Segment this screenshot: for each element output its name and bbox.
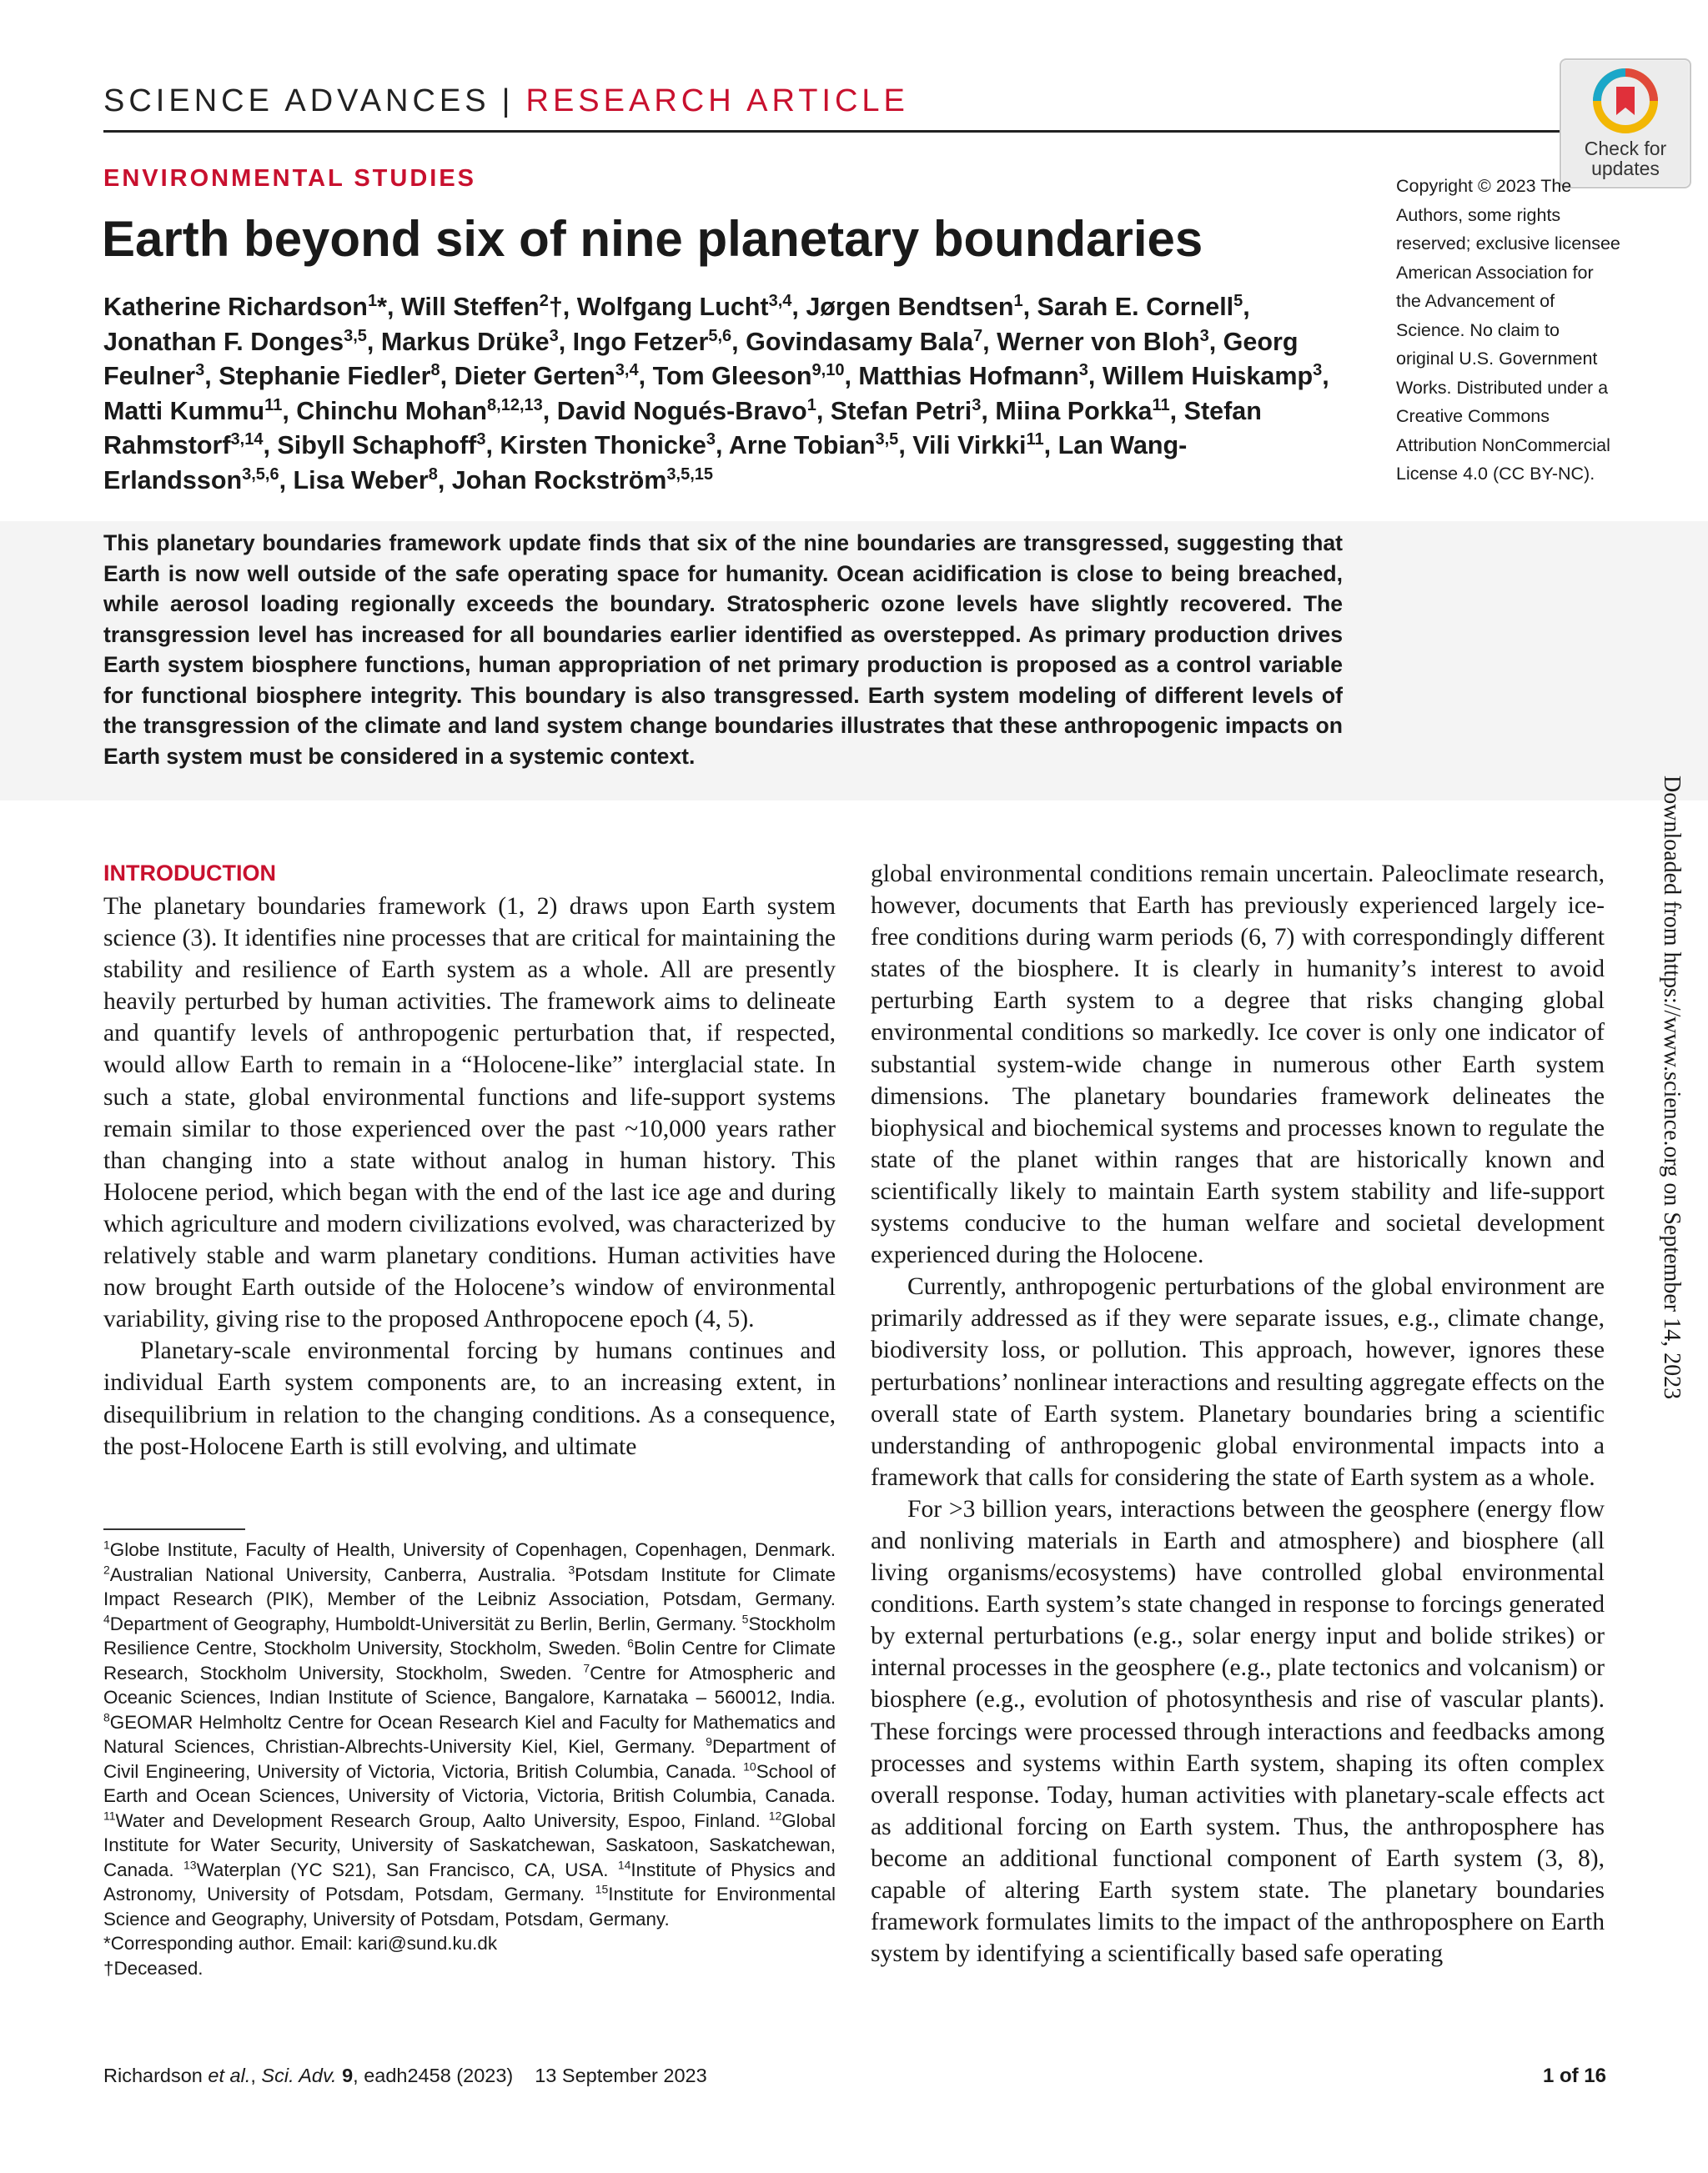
affiliation-text: Bolin Centre for Climate Research, Stockholm University, Stockholm, Sweden. [103, 1638, 836, 1684]
author-name: Dieter Gerten [454, 362, 615, 390]
affiliation-number: 1 [103, 1538, 110, 1552]
author-affiliation-ref: 1 [1013, 291, 1023, 310]
author [653, 362, 845, 390]
author-name: Govindasamy Bala [746, 327, 974, 356]
author [831, 397, 982, 425]
author-affiliation-ref: 9,10 [811, 360, 845, 379]
page-number: 1 of 16 [1542, 2065, 1606, 2087]
affiliation-list [103, 1538, 836, 1931]
author-name: Ingo Fetzer [572, 327, 709, 356]
journal-banner [103, 83, 909, 119]
author-affiliation-ref: 3 [476, 429, 486, 449]
author-name: Georg Feulner [103, 327, 1299, 390]
affiliation [103, 1539, 836, 1560]
affiliation-number: 9 [706, 1734, 712, 1749]
author [557, 397, 816, 425]
footer-article-id: , eadh2458 (2023) [353, 2065, 514, 2086]
author-name: Kirsten Thonicke [500, 431, 706, 459]
journal-name: SCIENCE ADVANCES [103, 83, 490, 118]
author [1037, 293, 1243, 321]
author-mark: * [377, 293, 387, 321]
author-affiliation-ref: 3 [195, 360, 205, 379]
affiliation-number: 5 [741, 1612, 749, 1626]
author [858, 362, 1088, 390]
journal-header [103, 80, 1561, 133]
author-name: Lisa Weber [293, 465, 429, 494]
affiliation-text: Potsdam Institute for Climate Impact Research (PIK), Member of the Leibniz Association, Potsdam, Germany. [103, 1563, 836, 1609]
author-name: Stefan Rahmstorf [103, 396, 1262, 459]
affiliation-text: Department of Geography, Humboldt-Universität zu Berlin, Berlin, Germany. [109, 1613, 737, 1634]
author-affiliation-ref: 11 [1026, 429, 1044, 449]
author-affiliation-ref: 5 [1233, 291, 1243, 310]
author-name: Werner von Bloh [997, 327, 1200, 356]
affiliation-number: 13 [183, 1858, 197, 1872]
affiliation-text: Centre for Atmospheric and Oceanic Sciences, Indian Institute of Science, Bangalore, Karnataka – 560012, India. [103, 1662, 836, 1708]
author-affiliation-ref: 3,5,15 [666, 464, 714, 484]
footer-date: 13 September 2023 [535, 2065, 707, 2086]
footer-citation: Richardson et al., Sci. Adv. 9, eadh2458 (2023) 13 September 2023 [103, 2065, 707, 2086]
author [912, 431, 1043, 459]
body-paragraph: The planetary boundaries framework (1, 2) draws upon Earth system science (3). It identifies nine processes that are critical for maintaining the stability and resilience of Earth system as a whole. All are presently heavily perturbed by human activities. The framework aims to delineate and quantify levels of anthropogenic perturbation that, if respected, would allow Earth to remain in a “Holocene-like” interglacial state. In such a state, global environmental functions and life-support systems remain similar to those experienced over the past ~10,000 years rather than changing into a state without analog in human history. This Holocene period, which began with the end of the last ice age and during which agriculture and modern civilizations evolved, was characterized by relatively stable and warm planetary conditions. Human activities have now brought Earth outside of the Holocene’s window of environmental variability, giving rise to the proposed Anthropocene epoch (4, 5). [103, 893, 836, 1333]
author [806, 293, 1022, 321]
article-type: RESEARCH ARTICLE [525, 83, 909, 118]
author [577, 293, 792, 321]
author [729, 431, 898, 459]
corresponding-author: *Corresponding author. Email: kari@sund.ku.dk [103, 1933, 498, 1954]
author-affiliation-ref: 3,5 [344, 326, 367, 345]
author-affiliation-ref: 8 [428, 464, 438, 484]
author-affiliation-ref: 3,5,6 [242, 464, 279, 484]
author-name: Sarah E. Cornell [1037, 293, 1234, 321]
author-name: Sibyll Schaphoff [277, 431, 477, 459]
download-note-text: Downloaded from https://www.science.org on September 14, 2023 [1659, 775, 1685, 1400]
author [294, 466, 438, 494]
author-affiliation-ref: 8,12,13 [487, 395, 543, 414]
author-affiliation-ref: 8 [430, 360, 440, 379]
affiliation-text: Water and Development Research Group, Aalto University, Espoo, Finland. [115, 1809, 761, 1831]
author-name: Vili Virkki [912, 431, 1027, 459]
author-name: David Nogués-Bravo [556, 396, 807, 425]
author-affiliation-ref: 3 [1313, 360, 1323, 379]
affiliation [103, 1613, 736, 1634]
author [103, 328, 367, 356]
author-name: Markus Drüke [380, 327, 550, 356]
affiliation-text: School of Earth and Ocean Sciences, University of Victoria, Victoria, British Columbia, Canada. [103, 1760, 836, 1806]
author-affiliation-ref: 3,5 [875, 429, 899, 449]
download-side-note [1651, 775, 1685, 1409]
author-affiliation-ref: 1 [367, 291, 378, 310]
article-title: Earth beyond six of nine planetary boundaries [102, 211, 1203, 267]
author [997, 328, 1209, 356]
author-affiliation-ref: 7 [973, 326, 983, 345]
author [1103, 362, 1322, 390]
affiliation-number: 14 [617, 1858, 631, 1872]
affiliation-number: 11 [103, 1809, 116, 1823]
footer-etal: et al. [208, 2065, 251, 2086]
body-paragraph: global environmental conditions remain uncertain. Paleoclimate research, however, documents that Earth has previously experienced largely ice-free conditions during warm periods (6, 7) with correspondingly different states of the biosphere. It is clearly in humanity’s interest to avoid perturbing Earth system to a degree that risks changing global environmental conditions so markedly. Ice cover is only one indicator of substantial system-wide change in numerous other Earth system dimensions. The planetary boundaries framework delineates the biophysical and biochemical systems and processes known to regulate the state of the planet within ranges that are historically known and scientifically likely to maintain Earth system stability and life-support systems conducive to the human welfare and societal development experienced during the Holocene. [871, 861, 1605, 1269]
affiliation-text: Stockholm Resilience Centre, Stockholm University, Stockholm, Sweden. [103, 1613, 836, 1659]
affiliation-number: 4 [103, 1612, 110, 1626]
author-name: Miina Porkka [995, 396, 1153, 425]
author-name: Stefan Petri [830, 396, 972, 425]
body-paragraph: Planetary-scale environmental forcing by humans continues and individual Earth system components are, to an increasing extent, in disequilibrium in relation to the changing conditions. As a consequence, the post-Holocene Earth is still evolving, and ultimate [103, 1337, 836, 1460]
author-name: Katherine Richardson [103, 293, 368, 321]
author-name: Jørgen Bendtsen [806, 293, 1014, 321]
footer-volume: 9 [342, 2065, 354, 2086]
author-name: Chinchu Mohan [296, 396, 488, 425]
deceased-note: †Deceased. [103, 1957, 203, 1979]
check-for-updates-button[interactable] [1560, 58, 1691, 188]
crossmark-bookmark-icon [1593, 68, 1658, 133]
author-affiliation-ref: 2 [539, 291, 549, 310]
author [746, 328, 982, 356]
introduction-heading: INTRODUCTION [103, 861, 276, 886]
body-paragraph: Currently, anthropogenic perturbations of the global environment are primarily addressed as if they were separate issues, e.g., climate change, biodiversity loss, or pollution. This approach, however, ignores these perturbations’ nonlinear interactions and resulting aggregate effects on the overall state of Earth system. Planetary boundaries bring a scientific understanding of anthropogenic global environmental impacts into a framework that calls for considering the state of Earth system as a whole. [871, 1273, 1605, 1491]
author [381, 328, 559, 356]
check-label-line2: updates [1591, 158, 1660, 179]
author-affiliation-ref: 3 [549, 326, 559, 345]
author-affiliation-ref: 3,4 [768, 291, 792, 310]
affiliation-number: 6 [627, 1636, 634, 1650]
author-name: Stephanie Fiedler [219, 362, 431, 390]
author-affiliation-ref: 3 [1199, 326, 1209, 345]
author [500, 431, 716, 459]
author-name: Johan Rockström [451, 465, 667, 494]
author-mark: † [548, 293, 563, 321]
body-column-right [871, 858, 1605, 1970]
author [573, 328, 731, 356]
author-name: Lan Wang-Erlandsson [103, 431, 1188, 494]
affiliation-number: 3 [568, 1563, 575, 1577]
author-affiliation-ref: 1 [806, 395, 816, 414]
author [452, 466, 713, 494]
footnote-divider [103, 1528, 245, 1530]
author-affiliation-ref: 3,14 [230, 429, 264, 449]
author-name: Matthias Hofmann [858, 362, 1079, 390]
author-affiliation-ref: 5,6 [708, 326, 732, 345]
affiliations [103, 1538, 836, 1980]
affiliation-number: 8 [103, 1710, 110, 1724]
author-list: Katherine Richardson$^1$*, Will Steffen$^2$†, Wolfgang Lucht$^{3,4}$, Jørgen Bendtsen$^1$, Sarah E. Cornell$^5$, Jonathan F. Donges$^{3,5}$, Markus Drüke$^3$, Ingo Fetzer$^{5,6}$, Govindasamy Bala$^7$, Werner von Bloh$^3$, Georg Feulner$^3$, Stephanie Fiedler$^8$, Dieter Gerten$^{3,4}$, Tom Gleeson$^{9,10}$, Matthias Hofmann$^3$, Willem Huiskamp$^3$, Matti Kummu$^{11}$, Chinchu Mohan$^{8,12,13}$, David Nogués-Bravo$^1$, Stefan Petri$^3$, Miina Porkka$^{11}$, Stefan Rahmstorf$^{3,14}$, Sibyll Schaphoff$^3$, Kirsten Thonicke$^3$, Arne Tobian$^{3,5}$, Vili Virkki$^{11}$, Lan Wang-Erlandsson$^{3,5,6}$, Lisa Weber$^8$, Johan Rockström$^{3,5,15}$ [103, 291, 1329, 494]
copyright-notice: Copyright © 2023 The Authors, some rights reserved; exclusive licensee American Association for the Advancement of Science. No claim to original U.S. Government Works. Distributed under a Creative Commons Attribution NonCommercial License 4.0 (CC BY-NC). [1396, 176, 1620, 484]
section-label: ENVIRONMENTAL STUDIES [103, 165, 477, 192]
abstract: This planetary boundaries framework update finds that six of the nine boundaries are transgressed, suggesting that Earth is now well outside of the safe operating space for humanity. Ocean acidification is close to being breached, while aerosol loading regionally exceeds the boundary. Stratospheric ozone levels have slightly recovered. The transgression level has increased for all boundaries earlier identified as overstepped. As primary production drives Earth system biosphere functions, human appropriation of net primary production is proposed as a control variable for functional biosphere integrity. This boundary is also transgressed. Earth system modeling of different levels of the transgression of the climate and land system change boundaries illustrates that these anthropogenic impacts on Earth system must be considered in a systemic context. [103, 530, 1343, 769]
author [995, 397, 1169, 425]
author-name: Willem Huiskamp [1102, 362, 1314, 390]
affiliation [183, 1859, 609, 1880]
author-affiliation-ref: 3 [972, 395, 982, 414]
author [401, 293, 563, 321]
author [277, 431, 485, 459]
affiliation-text: Globe Institute, Faculty of Health, University of Copenhagen, Copenhagen, Denmark. [109, 1539, 836, 1560]
affiliation-number: 10 [743, 1759, 756, 1774]
affiliation-text: Institute for Environmental Science and Geography, University of Potsdam, Potsdam, Germany. [103, 1884, 836, 1930]
body-column-left [103, 891, 836, 1463]
affiliation-number: 15 [595, 1882, 609, 1896]
author-affiliation-ref: 3,4 [615, 360, 639, 379]
author-name: Matti Kummu [103, 396, 265, 425]
affiliation-number: 7 [583, 1661, 590, 1675]
header-separator: | [501, 83, 515, 118]
affiliation-text: Institute of Physics and Astronomy, University of Potsdam, Potsdam, Germany. [103, 1859, 836, 1905]
affiliation [103, 1810, 761, 1831]
affiliation-text: Department of Civil Engineering, University of Victoria, Victoria, British Columbia, Canada. [103, 1736, 836, 1782]
author-name: Jonathan F. Donges [103, 327, 344, 356]
affiliation-text: Australian National University, Canberra, Australia. [109, 1563, 556, 1585]
author [296, 397, 542, 425]
body-paragraph: For >3 billion years, interactions between the geosphere (energy flow and nonliving materials in Earth and atmosphere) and biosphere (all living organisms/ecosystems) have controlled global environmental conditions. Earth system’s state changed in response to forcings generated by external perturbations (e.g., solar energy input and bolide strikes) or internal processes in the geosphere (e.g., plate tectonics and volcanism) or biosphere (e.g., evolution of photosynthesis and rise of vascular plants). These forcings were processed through interactions and feedbacks among processes and systems within Earth system, shaping its often complex overall response. Today, human activities with planetary-scale effects act as additional forcing on Earth system. Thus, the anthroposphere has become an additional functional component of Earth system (3, 8), capable of altering Earth system state. The planetary boundaries framework formulates limits to the impact of the anthroposphere on Earth system by identifying a scientifically based safe operating [871, 1495, 1605, 1968]
author-name: Will Steffen [400, 293, 540, 321]
affiliation-number: 12 [768, 1809, 782, 1823]
author [103, 293, 387, 321]
affiliation-text: Global Institute for Water Security, University of Saskatchewan, Saskatoon, Saskatchewan, Canada. [103, 1809, 836, 1880]
affiliation-number: 2 [103, 1563, 110, 1577]
affiliation-text: GEOMAR Helmholtz Centre for Ocean Research Kiel and Faculty for Mathematics and Natural Sciences, Christian-Albrechts-University Kiel, Kiel, Germany. [103, 1711, 836, 1757]
author [455, 362, 639, 390]
affiliation-text: Waterplan (YC S21), San Francisco, CA, USA. [196, 1859, 609, 1880]
affiliation [103, 1564, 556, 1585]
author-affiliation-ref: 3 [1078, 360, 1088, 379]
author-affiliation-ref: 11 [1152, 395, 1170, 414]
author-name: Tom Gleeson [652, 362, 812, 390]
author [103, 397, 282, 425]
author-name: Wolfgang Lucht [576, 293, 769, 321]
author-name: Arne Tobian [728, 431, 876, 459]
author [219, 362, 440, 390]
check-label-line1: Check for [1584, 138, 1667, 159]
footer-authors: Richardson [103, 2065, 208, 2086]
footer-journal: Sci. Adv. [261, 2065, 337, 2086]
author-affiliation-ref: 11 [264, 395, 283, 414]
author-affiliation-ref: 3 [706, 429, 716, 449]
